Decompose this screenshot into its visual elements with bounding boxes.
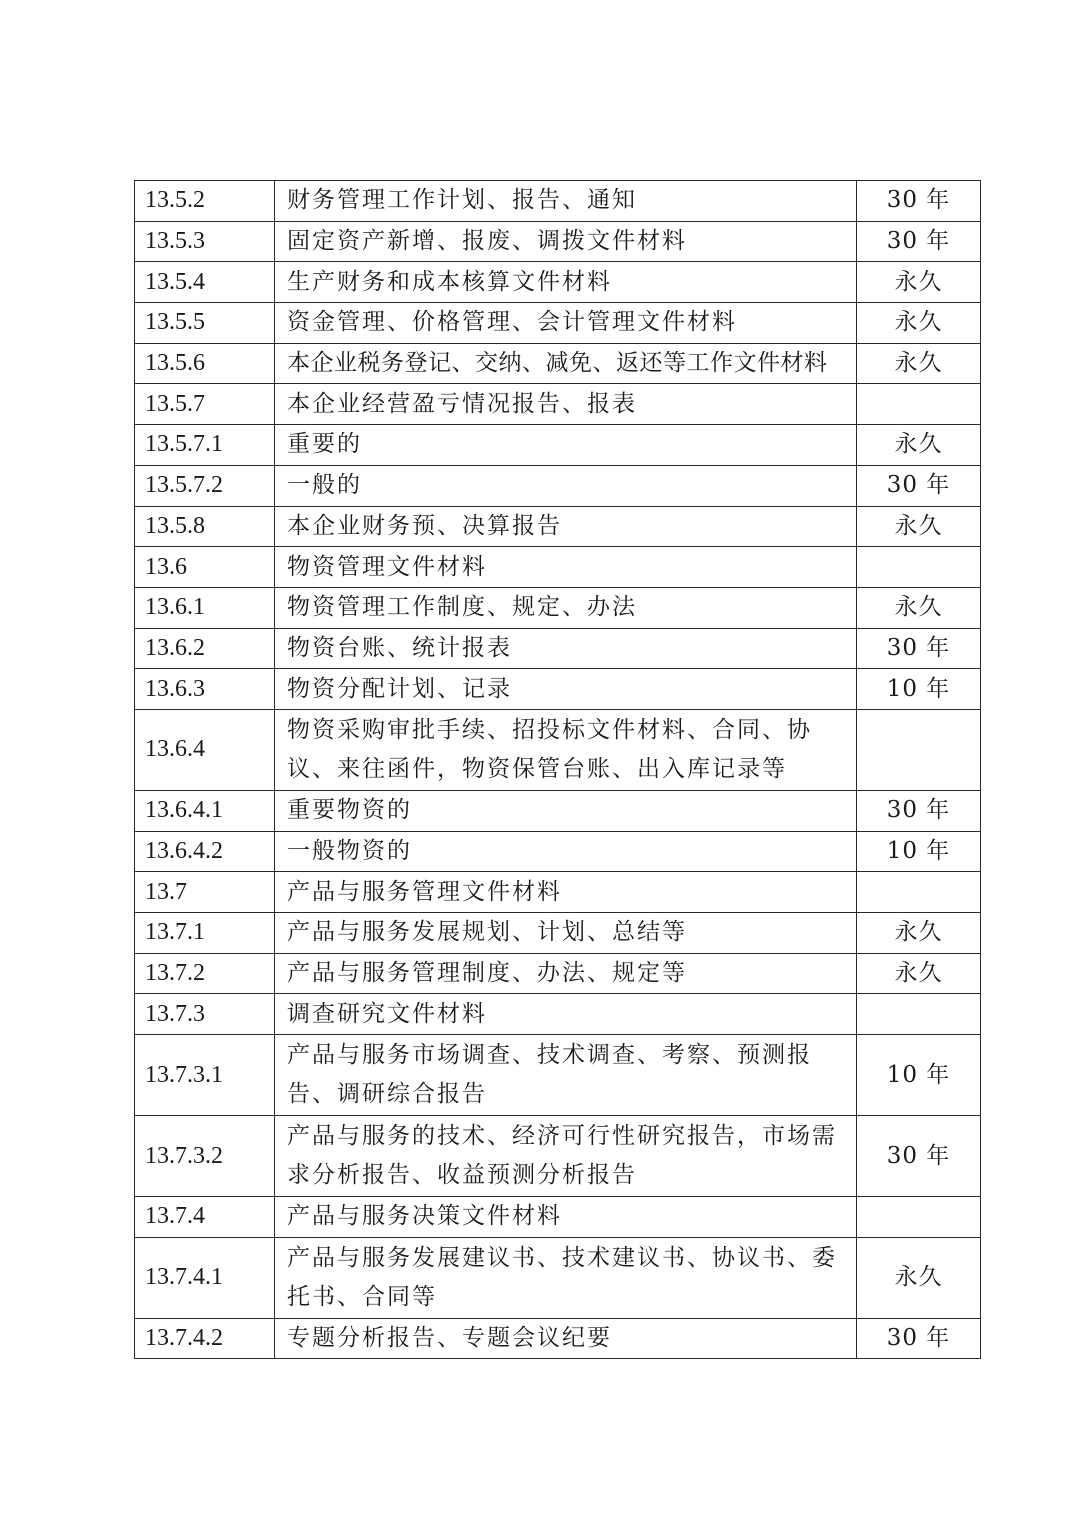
retention-period: 永久 xyxy=(857,343,981,384)
table-row xyxy=(135,1197,981,1238)
item-description: 固定资产新增、报废、调拨文件材料 xyxy=(275,221,857,262)
table-row xyxy=(135,1318,981,1359)
retention-period: 30 年 xyxy=(857,628,981,669)
table-row xyxy=(135,262,981,303)
item-code: 13.5.7.2 xyxy=(135,465,275,506)
retention-period: 永久 xyxy=(857,953,981,994)
table-row xyxy=(135,872,981,913)
retention-period xyxy=(857,384,981,425)
item-description: 产品与服务管理文件材料 xyxy=(275,872,857,913)
item-description: 产品与服务管理制度、办法、规定等 xyxy=(275,953,857,994)
item-code: 13.5.6 xyxy=(135,343,275,384)
item-code: 13.6.2 xyxy=(135,628,275,669)
item-code: 13.6.3 xyxy=(135,669,275,710)
table-row xyxy=(135,425,981,466)
item-description: 资金管理、价格管理、会计管理文件材料 xyxy=(275,303,857,344)
item-code: 13.7.4.1 xyxy=(135,1237,275,1318)
item-code: 13.5.7 xyxy=(135,384,275,425)
table-row xyxy=(135,465,981,506)
table-row xyxy=(135,547,981,588)
table-row xyxy=(135,1237,981,1318)
retention-period: 10 年 xyxy=(857,1035,981,1116)
item-description: 调查研究文件材料 xyxy=(275,994,857,1035)
table-row xyxy=(135,669,981,710)
item-code: 13.7.3 xyxy=(135,994,275,1035)
item-description: 重要物资的 xyxy=(275,790,857,831)
item-description: 产品与服务发展建议书、技术建议书、协议书、委托书、合同等 xyxy=(275,1237,857,1318)
item-description: 物资台账、统计报表 xyxy=(275,628,857,669)
item-description: 重要的 xyxy=(275,425,857,466)
item-description: 产品与服务的技术、经济可行性研究报告，市场需求分析报告、收益预测分析报告 xyxy=(275,1116,857,1197)
item-code: 13.5.4 xyxy=(135,262,275,303)
retention-period: 30 年 xyxy=(857,790,981,831)
item-code: 13.7.3.1 xyxy=(135,1035,275,1116)
item-code: 13.7.1 xyxy=(135,913,275,954)
retention-period: 永久 xyxy=(857,262,981,303)
item-code: 13.5.8 xyxy=(135,506,275,547)
table-row xyxy=(135,831,981,872)
table-row xyxy=(135,303,981,344)
table-row xyxy=(135,913,981,954)
table-row xyxy=(135,384,981,425)
table-row xyxy=(135,1116,981,1197)
item-description: 物资管理文件材料 xyxy=(275,547,857,588)
item-description: 本企业财务预、决算报告 xyxy=(275,506,857,547)
item-description: 物资管理工作制度、规定、办法 xyxy=(275,587,857,628)
item-code: 13.6 xyxy=(135,547,275,588)
table-row xyxy=(135,506,981,547)
item-description: 专题分析报告、专题会议纪要 xyxy=(275,1318,857,1359)
table-row xyxy=(135,709,981,790)
retention-period xyxy=(857,1197,981,1238)
item-code: 13.7.4 xyxy=(135,1197,275,1238)
table-row xyxy=(135,628,981,669)
item-description: 产品与服务决策文件材料 xyxy=(275,1197,857,1238)
item-code: 13.6.4.1 xyxy=(135,790,275,831)
retention-period xyxy=(857,872,981,913)
table-row xyxy=(135,1035,981,1116)
item-code: 13.5.5 xyxy=(135,303,275,344)
item-description: 财务管理工作计划、报告、通知 xyxy=(275,181,857,222)
retention-period: 30 年 xyxy=(857,1116,981,1197)
table-row xyxy=(135,953,981,994)
retention-period: 永久 xyxy=(857,425,981,466)
table-row xyxy=(135,181,981,222)
retention-period: 永久 xyxy=(857,303,981,344)
retention-period: 永久 xyxy=(857,1237,981,1318)
retention-period xyxy=(857,709,981,790)
retention-schedule-table xyxy=(134,180,981,1359)
table-row xyxy=(135,994,981,1035)
retention-period xyxy=(857,547,981,588)
item-description: 生产财务和成本核算文件材料 xyxy=(275,262,857,303)
retention-period xyxy=(857,994,981,1035)
retention-period: 永久 xyxy=(857,506,981,547)
item-description: 产品与服务市场调查、技术调查、考察、预测报告、调研综合报告 xyxy=(275,1035,857,1116)
item-code: 13.7 xyxy=(135,872,275,913)
item-code: 13.5.2 xyxy=(135,181,275,222)
item-description: 物资采购审批手续、招投标文件材料、合同、协议、来往函件，物资保管台账、出入库记录等 xyxy=(275,709,857,790)
item-description: 物资分配计划、记录 xyxy=(275,669,857,710)
retention-period: 30 年 xyxy=(857,181,981,222)
table-row xyxy=(135,343,981,384)
retention-period: 30 年 xyxy=(857,465,981,506)
retention-period: 10 年 xyxy=(857,831,981,872)
item-description: 一般的 xyxy=(275,465,857,506)
item-description: 本企业税务登记、交纳、减免、返还等工作文件材料 xyxy=(275,343,857,384)
retention-period: 永久 xyxy=(857,587,981,628)
table-row xyxy=(135,221,981,262)
table-row xyxy=(135,790,981,831)
item-code: 13.5.3 xyxy=(135,221,275,262)
item-description: 产品与服务发展规划、计划、总结等 xyxy=(275,913,857,954)
item-code: 13.5.7.1 xyxy=(135,425,275,466)
table-row xyxy=(135,587,981,628)
item-description: 一般物资的 xyxy=(275,831,857,872)
item-code: 13.7.4.2 xyxy=(135,1318,275,1359)
item-code: 13.6.1 xyxy=(135,587,275,628)
item-description: 本企业经营盈亏情况报告、报表 xyxy=(275,384,857,425)
retention-period: 30 年 xyxy=(857,221,981,262)
item-code: 13.6.4 xyxy=(135,709,275,790)
retention-period: 10 年 xyxy=(857,669,981,710)
item-code: 13.6.4.2 xyxy=(135,831,275,872)
item-code: 13.7.3.2 xyxy=(135,1116,275,1197)
retention-period: 永久 xyxy=(857,913,981,954)
item-code: 13.7.2 xyxy=(135,953,275,994)
retention-period: 30 年 xyxy=(857,1318,981,1359)
